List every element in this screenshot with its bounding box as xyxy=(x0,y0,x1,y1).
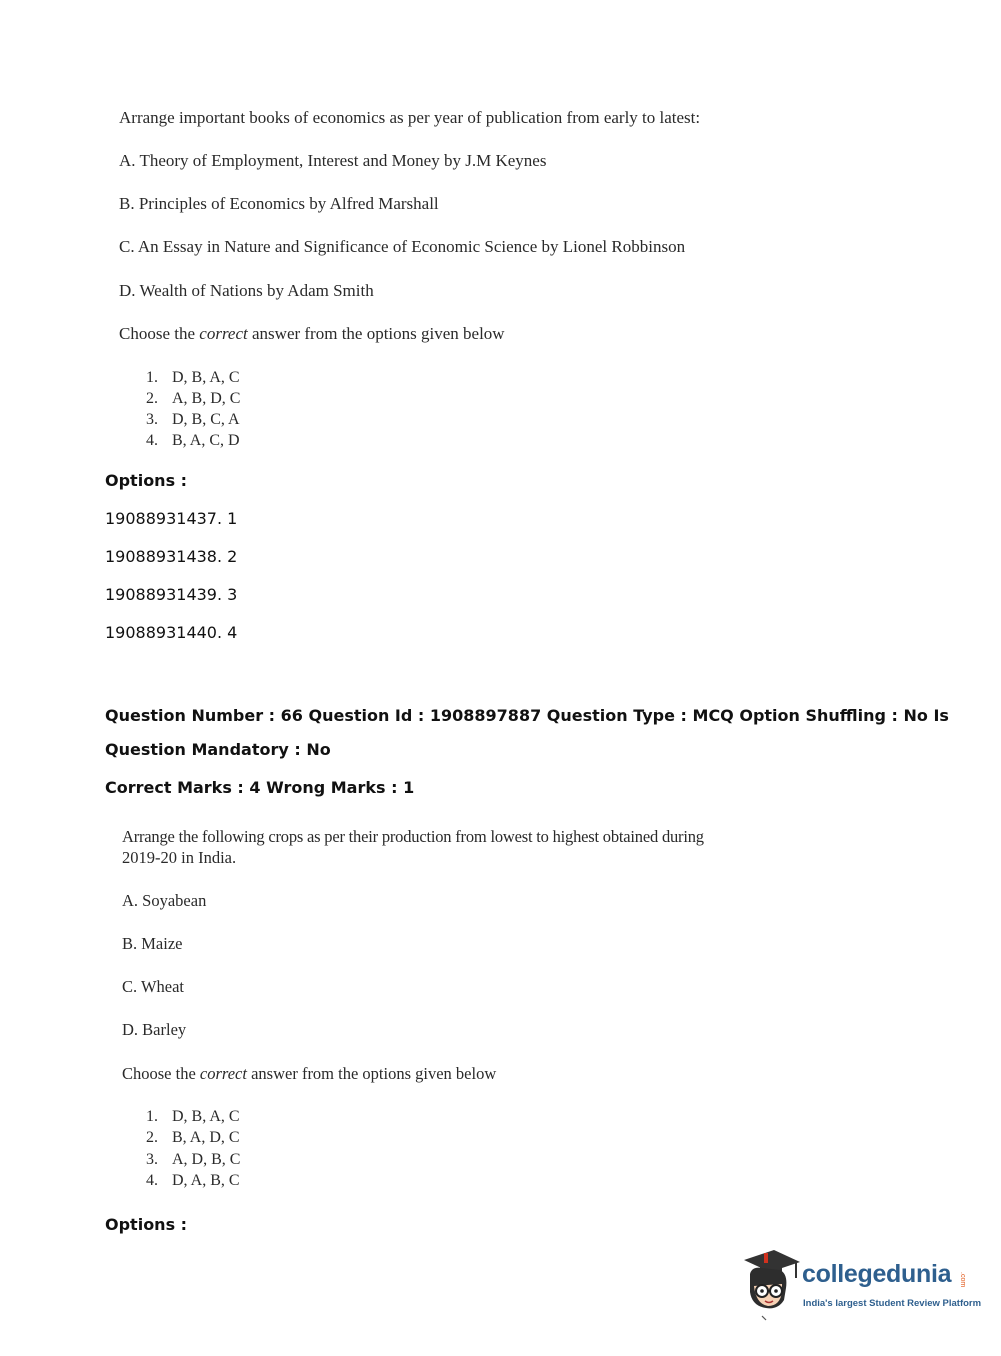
question-1-answer-3: 3. D, B, C, A xyxy=(146,411,240,428)
question-2-choose-instruction: Choose the correct answer from the options given below xyxy=(122,1064,497,1083)
question-2-answer-3: 3. A, D, B, C xyxy=(146,1151,241,1168)
collegedunia-logo xyxy=(740,1244,982,1322)
question-1-item-c: C. An Essay in Nature and Significance of Economic Science by Lionel Robbinson xyxy=(119,237,686,256)
question-2-item-b: B. Maize xyxy=(122,934,183,953)
question-2-item-a: A. Soyabean xyxy=(122,891,207,910)
question-1-answer-4: 4. B, A, C, D xyxy=(146,432,240,449)
question-2-header-line-2: Question Mandatory : No xyxy=(105,740,331,759)
logo-suffix: .com xyxy=(959,1272,966,1288)
question-1-option-id-4: 19088931440. 4 xyxy=(105,623,238,642)
question-1-choose-instruction: Choose the correct answer from the options given below xyxy=(119,324,505,343)
mascot-icon xyxy=(740,1244,802,1322)
question-1-answer-2: 2. A, B, D, C xyxy=(146,390,241,407)
question-1-item-a: A. Theory of Employment, Interest and Money by J.M Keynes xyxy=(119,151,547,170)
question-2-image xyxy=(0,820,1001,1200)
question-2-item-c: C. Wheat xyxy=(122,977,185,996)
question-2-answer-4: 4. D, A, B, C xyxy=(146,1172,240,1189)
question-1-option-id-1: 19088931437. 1 xyxy=(105,509,238,528)
logo-tagline: India's largest Student Review Platform xyxy=(803,1298,982,1309)
question-1-option-id-3: 19088931439. 3 xyxy=(105,585,238,604)
question-2-answer-1: 1. D, B, A, C xyxy=(146,1108,240,1125)
question-1-item-b: B. Principles of Economics by Alfred Marshall xyxy=(119,194,439,213)
question-2-header-line-1: Question Number : 66 Question Id : 1908897887 Question Type : MCQ Option Shuffling : No Is xyxy=(105,706,949,725)
question-1-option-id-2: 19088931438. 2 xyxy=(105,547,238,566)
question-2-options-label: Options : xyxy=(105,1215,188,1234)
question-1-prompt: Arrange important books of economics as per year of publication from early to latest: xyxy=(119,108,701,127)
question-1-answer-1: 1. D, B, A, C xyxy=(146,369,240,386)
question-2-prompt-line-2: 2019-20 in India. xyxy=(122,848,237,867)
question-2-marks: Correct Marks : 4 Wrong Marks : 1 xyxy=(105,778,415,797)
question-1-image xyxy=(0,0,1001,460)
question-2-item-d: D. Barley xyxy=(122,1020,187,1039)
logo-wordmark: collegedunia xyxy=(802,1260,952,1288)
question-2-prompt-line-1: Arrange the following crops as per their production from lowest to highest obtained during xyxy=(122,827,704,846)
question-1-options-label: Options : xyxy=(105,471,188,490)
question-1-item-d: D. Wealth of Nations by Adam Smith xyxy=(119,281,374,300)
question-2-answer-2: 2. B, A, D, C xyxy=(146,1129,240,1146)
